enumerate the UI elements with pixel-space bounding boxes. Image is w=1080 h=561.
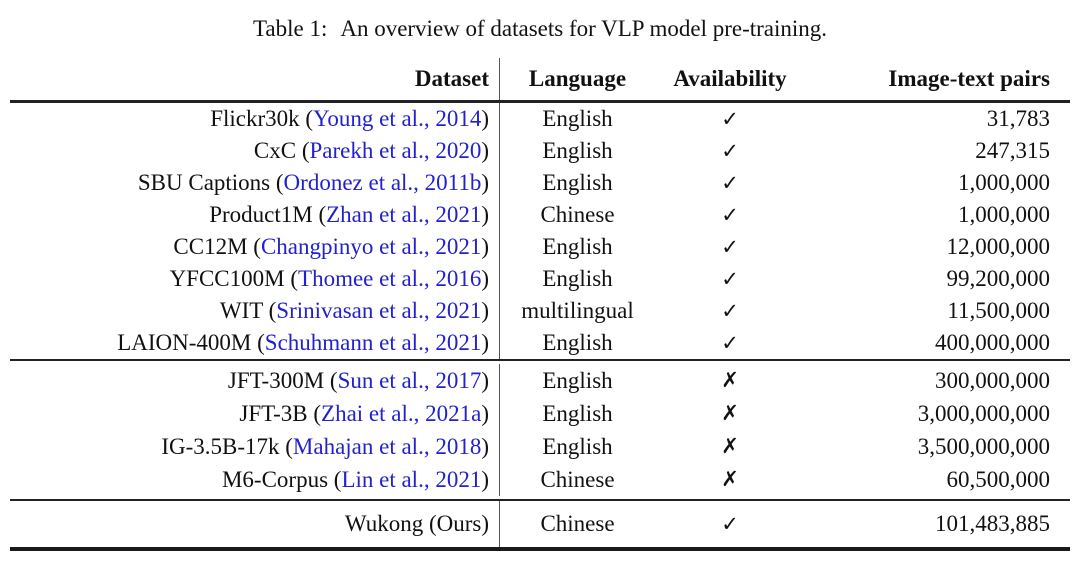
- citation-link[interactable]: Ordonez et al., 2011b: [283, 170, 482, 195]
- table-caption-text: An overview of datasets for VLP model pre-training.: [340, 16, 828, 41]
- table-row: [10, 463, 1070, 496]
- dataset-name: CC12M (: [173, 234, 261, 259]
- dataset-cell: [10, 327, 500, 359]
- table-row: [10, 103, 1070, 135]
- dataset-cell: [10, 231, 500, 263]
- table-row: [10, 364, 1070, 397]
- image-text-pairs-cell: 400,000,000: [935, 330, 1050, 355]
- availability-mark: ✗: [721, 467, 739, 491]
- dataset-name: YFCC100M (: [169, 266, 299, 291]
- availability-mark: ✓: [721, 235, 739, 259]
- citation-link[interactable]: Zhai et al., 2021a: [321, 401, 482, 426]
- dataset-name: JFT-300M (: [227, 368, 338, 393]
- image-text-pairs-cell: 1,000,000: [958, 202, 1050, 227]
- image-text-pairs-cell: 11,500,000: [947, 298, 1050, 323]
- language-cell: English: [542, 266, 613, 291]
- citation-link[interactable]: Parekh et al., 2020: [309, 138, 482, 163]
- dataset-cell: [10, 199, 500, 231]
- image-text-pairs-cell: 300,000,000: [935, 368, 1050, 393]
- table-row: [10, 430, 1070, 463]
- table-row: [10, 135, 1070, 167]
- availability-mark: ✓: [721, 267, 739, 291]
- language-cell: English: [542, 368, 613, 393]
- table-row: [10, 327, 1070, 359]
- dataset-cell: [10, 397, 500, 430]
- citation-close-paren: ): [481, 234, 489, 259]
- table-number-label: Table 1:: [252, 16, 328, 41]
- dataset-cell: [10, 463, 500, 496]
- availability-mark: ✓: [721, 331, 739, 355]
- language-cell: English: [542, 330, 613, 355]
- citation-link[interactable]: Schuhmann et al., 2021: [264, 330, 482, 355]
- table-row: [10, 167, 1070, 199]
- citation-close-paren: ): [481, 202, 489, 227]
- dataset-name: JFT-3B (: [239, 401, 322, 426]
- language-cell: English: [542, 234, 613, 259]
- citation-link[interactable]: Thomee et al., 2016: [298, 266, 482, 291]
- table-header-row: [10, 58, 1070, 100]
- dataset-name: CxC (: [253, 138, 310, 163]
- dataset-name: SBU Captions (: [137, 170, 284, 195]
- language-cell: English: [542, 106, 613, 131]
- dataset-name: WIT (: [219, 298, 277, 323]
- language-cell: Chinese: [540, 202, 615, 227]
- dataset-name: IG-3.5B-17k (: [161, 434, 293, 459]
- table-row: [10, 199, 1070, 231]
- dataset-name: Product1M (: [209, 202, 327, 227]
- citation-close-paren: ): [481, 434, 489, 459]
- citation-link[interactable]: Zhan et al., 2021: [326, 202, 482, 227]
- table-row: [10, 263, 1070, 295]
- citation-close-paren: ): [481, 401, 489, 426]
- citation-close-paren: ): [481, 138, 489, 163]
- table-row: [10, 397, 1070, 430]
- availability-mark: ✓: [721, 299, 739, 323]
- column-header-dataset: Dataset: [10, 58, 500, 100]
- ours-dataset-group: [10, 501, 1070, 547]
- dataset-cell: [10, 364, 500, 397]
- language-cell: Chinese: [540, 467, 615, 492]
- image-text-pairs-cell: 101,483,885: [935, 511, 1050, 536]
- dataset-name: M6-Corpus (: [221, 467, 342, 492]
- dataset-cell: [10, 167, 500, 199]
- image-text-pairs-cell: 99,200,000: [946, 266, 1050, 291]
- language-cell: English: [542, 401, 613, 426]
- image-text-pairs-cell: 247,315: [975, 138, 1050, 163]
- dataset-name: Flickr30k (: [210, 106, 314, 131]
- table-row: [10, 295, 1070, 327]
- availability-mark: ✓: [721, 171, 739, 195]
- availability-mark: ✗: [721, 401, 739, 425]
- image-text-pairs-cell: 3,500,000,000: [917, 434, 1050, 459]
- table-caption: [0, 16, 1080, 42]
- citation-close-paren: ): [481, 330, 489, 355]
- dataset-name: LAION-400M (: [117, 330, 265, 355]
- availability-mark: ✓: [721, 107, 739, 131]
- citation-close-paren: ): [481, 170, 489, 195]
- language-cell: English: [542, 138, 613, 163]
- datasets-table: [10, 58, 1070, 551]
- dataset-cell: [10, 501, 500, 547]
- availability-mark: ✓: [721, 203, 739, 227]
- dataset-cell: [10, 135, 500, 167]
- availability-mark: ✓: [721, 512, 739, 536]
- dataset-cell: [10, 295, 500, 327]
- citation-close-paren: ): [481, 467, 489, 492]
- image-text-pairs-cell: 60,500,000: [946, 467, 1050, 492]
- table-row: [10, 501, 1070, 547]
- citation-close-paren: ): [481, 298, 489, 323]
- availability-mark: ✗: [721, 434, 739, 458]
- dataset-cell: [10, 430, 500, 463]
- citation-link[interactable]: Changpinyo et al., 2021: [260, 234, 482, 259]
- citation-link[interactable]: Lin et al., 2021: [341, 467, 482, 492]
- citation-close-paren: ): [481, 368, 489, 393]
- citation-link[interactable]: Srinivasan et al., 2021: [276, 298, 482, 323]
- citation-close-paren: ): [481, 106, 489, 131]
- citation-link[interactable]: Young et al., 2014: [313, 106, 482, 131]
- table-row: [10, 231, 1070, 263]
- availability-mark: ✓: [721, 139, 739, 163]
- public-datasets-group: [10, 103, 1070, 359]
- dataset-cell: [10, 263, 500, 295]
- citation-link[interactable]: Sun et al., 2017: [337, 368, 482, 393]
- citation-link[interactable]: Mahajan et al., 2018: [292, 434, 482, 459]
- language-cell: English: [542, 434, 613, 459]
- dataset-cell: [10, 103, 500, 135]
- citation-close-paren: ): [481, 266, 489, 291]
- column-header-availability: Availability: [673, 66, 787, 91]
- bottom-rule: [10, 547, 1070, 551]
- language-cell: Chinese: [540, 511, 615, 536]
- image-text-pairs-cell: 31,783: [986, 106, 1050, 131]
- language-cell: English: [542, 170, 613, 195]
- column-header-language: Language: [528, 66, 627, 91]
- column-header-image-text-pairs: Image-text pairs: [888, 66, 1050, 91]
- image-text-pairs-cell: 12,000,000: [946, 234, 1050, 259]
- image-text-pairs-cell: 3,000,000,000: [917, 401, 1050, 426]
- image-text-pairs-cell: 1,000,000: [958, 170, 1050, 195]
- dataset-name: Wukong (Ours): [344, 511, 489, 536]
- private-datasets-group: [10, 361, 1070, 499]
- availability-mark: ✗: [721, 368, 739, 392]
- language-cell: multilingual: [521, 298, 634, 323]
